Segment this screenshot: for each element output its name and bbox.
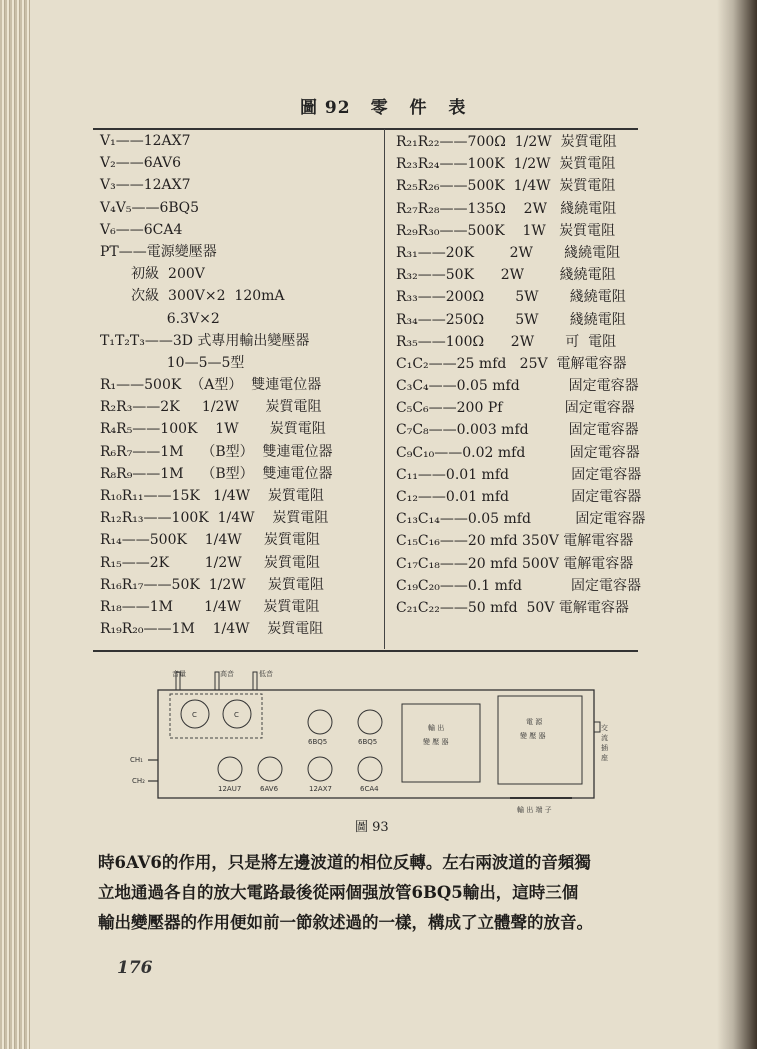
parts-row: V₂——6AV6 xyxy=(100,155,182,172)
parts-row: V₁——12AX7 xyxy=(100,133,191,149)
table-bottom-rule xyxy=(93,650,638,652)
tube-label: 12AU7 xyxy=(218,785,242,793)
pot-label: C xyxy=(234,711,239,719)
parts-row: R₃₁——20K 2W 綫繞電阻 xyxy=(396,244,621,261)
body-text xyxy=(98,848,658,938)
figure-92-heading: 零 件 表 xyxy=(370,98,474,118)
parts-row: R₁₉R₂₀——1M 1/4W 炭質電阻 xyxy=(100,621,324,638)
tube-socket xyxy=(358,757,382,781)
parts-row: C₁₅C₁₆——20 mfd 350V 電解電容器 xyxy=(396,533,634,550)
output-terminal-label: 輸 出 端 子 xyxy=(517,806,552,814)
parts-list-left xyxy=(100,130,333,640)
parts-row: 次級 300V×2 120mA xyxy=(100,288,285,305)
parts-row: R₆R₇——1M （B型） 雙連電位器 xyxy=(100,443,333,460)
parts-row: 10—5—5型 xyxy=(100,354,245,371)
parts-row: C₁₂——0.01 mfd 固定電容器 xyxy=(396,489,642,505)
tube-socket xyxy=(308,710,332,734)
knob-label: 音量 xyxy=(172,670,186,678)
parts-row: R₂₃R₂₄——100K 1/2W 炭質電阻 xyxy=(396,156,616,173)
parts-row: R₂₅R₂₆——500K 1/4W 炭質電阻 xyxy=(396,178,616,195)
parts-row: C₁₇C₁₈——20 mfd 500V 電解電容器 xyxy=(396,555,634,572)
ac-socket xyxy=(594,722,600,732)
ac-socket-label: 插 xyxy=(601,744,608,752)
tube-label: 6BQ5 xyxy=(358,738,378,746)
pot-label: C xyxy=(192,711,197,719)
output-transformer-label: 變 壓 器 xyxy=(423,738,449,746)
parts-row: C₂₁C₂₂——50 mfd 50V 電解電容器 xyxy=(396,599,629,616)
knob-shaft xyxy=(215,672,219,690)
body-line: 時6AV6的作用，只是將左邊波道的相位反轉。左右兩波道的音頻獨 xyxy=(98,853,591,872)
parts-list-right xyxy=(396,131,645,619)
parts-row: R₂₇R₂₈——135Ω 2W 綫繞電阻 xyxy=(396,200,617,217)
output-transformer-label: 輸 出 xyxy=(428,724,445,732)
parts-row: R₁₈——1M 1/4W 炭質電阻 xyxy=(100,598,320,615)
tube-label: 6CA4 xyxy=(360,785,379,793)
parts-row: R₁₅——2K 1/2W 炭質電阻 xyxy=(100,554,320,571)
parts-row: R₃₃——200Ω 5W 綫繞電阻 xyxy=(396,289,626,306)
channel-label: CH₂ xyxy=(132,777,145,785)
parts-row: R₁₂R₁₃——100K 1/4W 炭質電阻 xyxy=(100,510,329,527)
page-gutter-shadow xyxy=(717,0,757,1049)
table-column-divider xyxy=(384,129,385,649)
knob-label: 高音 xyxy=(220,670,234,678)
parts-row: R₁₀R₁₁——15K 1/4W 炭質電阻 xyxy=(100,488,324,504)
parts-row: C₇C₈——0.003 mfd 固定電容器 xyxy=(396,422,639,439)
parts-row: R₃₅——100Ω 2W 可 電阻 xyxy=(396,333,617,350)
body-line: 輸出變壓器的作用便如前一節敘述過的一樣，構成了立體聲的放音。 xyxy=(98,913,593,932)
parts-row: R₁₄——500K 1/4W 炭質電阻 xyxy=(100,532,320,549)
parts-row: 初級 200V xyxy=(100,266,205,283)
parts-row: R₈R₉——1M （B型） 雙連電位器 xyxy=(100,465,333,482)
parts-row: 6.3V×2 xyxy=(100,310,220,327)
parts-row: C₁₃C₁₄——0.05 mfd 固定電容器 xyxy=(396,511,646,528)
body-line: 立地通過各自的放大電路最後從兩個强放管6BQ5輸出，這時三個 xyxy=(98,883,579,902)
power-transformer-label: 電 源 xyxy=(526,718,543,726)
parts-row: C₃C₄——0.05 mfd 固定電容器 xyxy=(396,378,639,395)
parts-row: V₄V₅——6BQ5 xyxy=(100,199,200,216)
parts-row: V₆——6CA4 xyxy=(100,221,183,238)
tube-label: 6AV6 xyxy=(260,785,279,793)
tube-label: 12AX7 xyxy=(309,785,332,793)
parts-row: R₃₂——50K 2W 綫繞電阻 xyxy=(396,267,616,284)
parts-row: R₂₉R₃₀——500K 1W 炭質電阻 xyxy=(396,222,616,239)
figure-92-title xyxy=(300,93,473,118)
page-spine-edge xyxy=(0,0,30,1049)
ac-socket-label: 座 xyxy=(601,754,608,762)
channel-label: CH₁ xyxy=(130,756,143,764)
power-transformer-label: 變 壓 器 xyxy=(520,732,546,740)
tube-label: 6BQ5 xyxy=(308,738,328,746)
dual-pot-area xyxy=(170,694,262,738)
power-transformer xyxy=(498,696,582,784)
tube-socket xyxy=(308,757,332,781)
tube-socket xyxy=(358,710,382,734)
parts-row: R₂₁R₂₂——700Ω 1/2W 炭質電阻 xyxy=(396,134,617,150)
ac-socket-label: 交 xyxy=(601,724,608,732)
figure-93-caption: 圖 93 xyxy=(355,820,389,835)
knob-label: 低音 xyxy=(259,670,273,678)
parts-row: R₁₆R₁₇——50K 1/2W 炭質電阻 xyxy=(100,576,324,593)
ac-socket-label: 流 xyxy=(601,734,608,742)
chassis-layout-diagram xyxy=(120,662,610,822)
parts-row: R₃₄——250Ω 5W 綫繞電阻 xyxy=(396,311,626,328)
parts-row: R₁——500K （A型） 雙連電位器 xyxy=(100,377,322,394)
parts-row: C₁₉C₂₀——0.1 mfd 固定電容器 xyxy=(396,577,641,594)
parts-row: C₅C₆——200 Pf 固定電容器 xyxy=(396,400,635,417)
knob-shaft xyxy=(253,672,257,690)
page-number: 176 xyxy=(117,958,153,978)
tube-socket xyxy=(218,757,242,781)
parts-row: C₁C₂——25 mfd 25V 電解電容器 xyxy=(396,355,627,372)
parts-row: V₃——12AX7 xyxy=(100,177,191,194)
parts-row: C₉C₁₀——0.02 mfd 固定電容器 xyxy=(396,444,640,461)
parts-row: T₁T₂T₃——3D 式專用輸出變壓器 xyxy=(100,332,310,349)
tube-socket xyxy=(258,757,282,781)
parts-row: PT——電源變壓器 xyxy=(100,243,217,260)
parts-row: R₂R₃——2K 1/2W 炭質電阻 xyxy=(100,399,322,416)
parts-row: R₄R₅——100K 1W 炭質電阻 xyxy=(100,421,326,438)
parts-row: C₁₁——0.01 mfd 固定電容器 xyxy=(396,466,642,483)
figure-92-number: 圖 92 xyxy=(300,98,351,118)
